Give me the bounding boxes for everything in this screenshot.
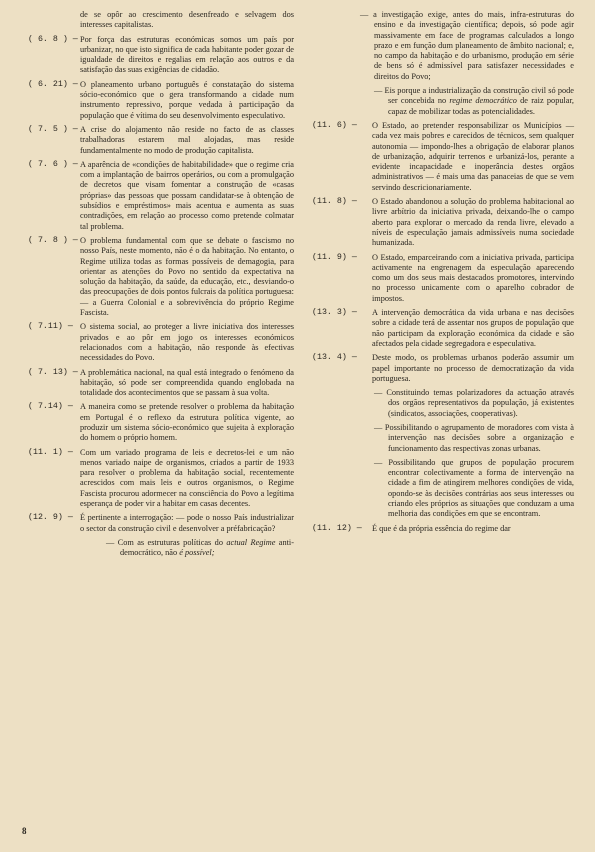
paragraph-text: O problema fundamental com que se debate o fascismo no nosso País, neste momento, não é o da habitação. No entanto, o Regime utiliza todas as formas possíveis de demagogia, para orientar as atenções do Povo no sentido da expectativa na solução da habitação, da saúde, da educação, etc., desviando-o das preocupações de dois pontos fulcrais da política portuguesa: — a Guerra Colonial e a sobrevivência do próprio Regime Fascista. — [80, 235, 294, 318]
paragraph-number: ( 7.14) — — [28, 402, 73, 412]
sub-item-text: — Com as estruturas políticas do — [106, 537, 227, 547]
sub-item-text: anti-democrático, não — [120, 537, 294, 558]
paragraph-text: O Estado, ao pretender responsabilizar os Municípios — cada vez mais pobres e carecidos de técnicos, sem qualquer autonomia — impondo-lhes a obrigação de elaborar planos de urbanização, adquirir terrenos e urbanizá-los, perante a evidente incapacidade e inoperância destes orgãos administrativos — é mais uma das panaceias de que se vem servindo descricionariamente. — [372, 120, 574, 192]
paragraph — [28, 125, 294, 156]
paragraph — [312, 253, 574, 304]
paragraph-text: A intervenção democrática da vida urbana e nas decisões sobre a cidade terá de assentar nos grupos de população que não participam da exploração económica da cidade e são afectados pela cidade segregadora e especulativa. — [372, 308, 574, 348]
paragraph-text: O Estado abandonou a solução do problema habitacional ao livre arbítrio da iniciativa privada, deixando-lhe o campo aberto para explorar o mercado da renda livre, elevado a níveis de especulação jamais admissíveis numa sociedade humanizada. — [372, 197, 574, 248]
left-column — [28, 10, 294, 563]
paragraph-text: Com um variado programa de leis e decretos-lei e um não menos variado naipe de organismos, criados a partir de 1933 para resolver o problema da habitação social, recentemente acrescidos com mais leis e outros organismos, o Regime Fascista procurou adormecer na consciência do Povo a legítima esperança de poder vir a habitar em casas decentes. — [80, 447, 294, 509]
sub-item-italic: é possível; — [179, 548, 215, 558]
paragraph — [28, 35, 294, 76]
paragraph-number: (13. 3) — — [312, 308, 357, 318]
paragraph-text: A maneira como se pretende resolver o problema da habitação em Portugal é o reflexo da estrutura política vigente, ao produzir um sistema sócio-económico que sujeita à exploração do homem o próprio homem. — [80, 402, 294, 443]
paragraph-text: A aparência de «condições de habitabilidade» que o regime cria com a implantação de bairros operários, ou com a promulgação de decretos que visam fomentar a construção de «casas próprias» das pessoas que possam candidatar-se à obtenção de subsídios e empréstimos» mais acentua e aumenta as suas contradições, em relação ao processo como pretende colmatar tal problema. — [80, 159, 294, 231]
sub-item: — Constituindo temas polarizadores da actuação através dos orgãos representativos da população, já existentes (sindicatos, associações, cooperativas). — [374, 388, 574, 418]
paragraph-text: É pertinente a interrogação: — pode o nosso País industrializar o sector da construção civil e desenvolver a préfabricação? — [80, 513, 294, 533]
sub-item — [312, 10, 574, 82]
paragraph-number: ( 7. 5 ) — — [28, 124, 78, 134]
sub-item-text: — Eis porque a industrialização da construção civil só pode ser concebida no — [374, 86, 574, 106]
paragraph-number: ( 6. 8 ) — — [28, 34, 78, 44]
paragraph — [28, 160, 294, 232]
paragraph-text: A crise do alojamento não reside no facto de as classes trabalhadoras estarem mal alojadas, mas reside fundamentalmente no modo de produção capitalista. — [80, 124, 294, 155]
paragraph — [312, 524, 574, 534]
paragraph-number: (13. 4) — — [312, 353, 357, 363]
sub-item — [312, 86, 574, 117]
paragraph-number: (11. 1) — — [28, 447, 73, 457]
paragraph-text: O planeamento urbano português é constatação do sistema sócio-económico que o gera transformando a cidade num instrumento repressivo, porque vedada à participação da população que é vítima do seu desenvolvimento especulativo. — [80, 79, 294, 120]
sub-item-text: — a investigação exige, antes do mais, infra-estruturas do ensino e da investigação científica; depois, só pode agir massivamente em face de programas calculados a longo prazo e em função dum planeamento de âmbito nacional; e, no campo da habitação e do urbanismo, produção em série de bens só é admissível para satisfazer necessidades e direitos do Povo; — [360, 10, 574, 81]
paragraph-number: ( 7. 13) — — [28, 367, 78, 377]
paragraph-text: O Estado, emparceirando com a iniciativa privada, participa activamente na engrenagem da especulação aparecendo como um dos seus mais destacados promotores, intervindo no processo unicamente com o aparelho cobrador de impostos. — [372, 252, 574, 303]
sub-item-italic: regime democrático — [449, 96, 517, 106]
paragraph — [312, 197, 574, 248]
paragraph — [312, 121, 574, 193]
paragraph-number: ( 7. 8 ) — — [28, 235, 78, 245]
paragraph-number: (11. 8) — — [312, 197, 357, 207]
paragraph — [28, 402, 294, 443]
paragraph — [312, 308, 574, 349]
paragraph-number: ( 6. 21) — — [28, 79, 78, 89]
paragraph — [28, 322, 294, 363]
paragraph — [28, 236, 294, 318]
paragraph-text: A problemática nacional, na qual está integrado o fenómeno da habitação, só pode ser compreendida quando englobada na totalidade dos acontecimentos que se passam à sua volta. — [80, 367, 294, 398]
paragraph-number: (11. 6) — — [312, 120, 357, 130]
sub-item-italic: actual Regime — [226, 537, 276, 547]
right-column — [312, 10, 574, 538]
paragraph — [312, 353, 574, 384]
lead-in-text: de se opôr ao crescimento desenfreado e selvagem dos interesses capitalistas. — [80, 10, 294, 30]
page-number: 8 — [22, 826, 27, 836]
paragraph — [28, 368, 294, 399]
sub-item — [28, 538, 294, 559]
paragraph — [28, 80, 294, 121]
paragraph-text: É que é da própria essência do regime dar — [372, 523, 511, 533]
paragraph-number: (12. 9) — — [28, 513, 73, 523]
paragraph-number: (11. 12) — — [312, 523, 362, 533]
sub-item-text: de raiz popular, capaz de mobilizar todas as potencialidades. — [388, 96, 574, 116]
paragraph — [28, 448, 294, 510]
sub-item: — Possibilitando o agrupamento de moradores com vista à intervenção nas decisões sobre a organização e funcionamento das respectivas zonas urbanas. — [374, 422, 574, 453]
paragraph — [28, 513, 294, 534]
sub-item: — Possibilitando que grupos de população procurem encontrar colectivamente a forma de intervenção na cidade a fim de atingirem melhores condições de vida, opondo-se às decisões contrárias aos seus interesses ou criando eles próprios as situações que conduzam a uma melhoria das condições em que se encontram. — [374, 457, 574, 519]
paragraph-text: Por força das estruturas económicas somos um país por urbanizar, no que isto significa de cada habitante poder gozar de igualdade de direitos e regalias em relação aos outros e da satisfação das suas exigências de cidadão. — [80, 34, 294, 75]
paragraph-number: ( 7. 6 ) — — [28, 159, 78, 169]
paragraph-text: O sistema social, ao proteger a livre iniciativa dos interesses privados e ao pôr em jogo os interesses económicos relacionados com a habitação, não responde às efectivas necessidades do Povo. — [80, 322, 294, 363]
paragraph-number: (11. 9) — — [312, 252, 357, 262]
paragraph-text: Deste modo, os problemas urbanos poderão assumir um papel importante no processo de democratização da vida portuguesa. — [372, 353, 574, 383]
paragraph-number: ( 7.11) — — [28, 322, 73, 332]
